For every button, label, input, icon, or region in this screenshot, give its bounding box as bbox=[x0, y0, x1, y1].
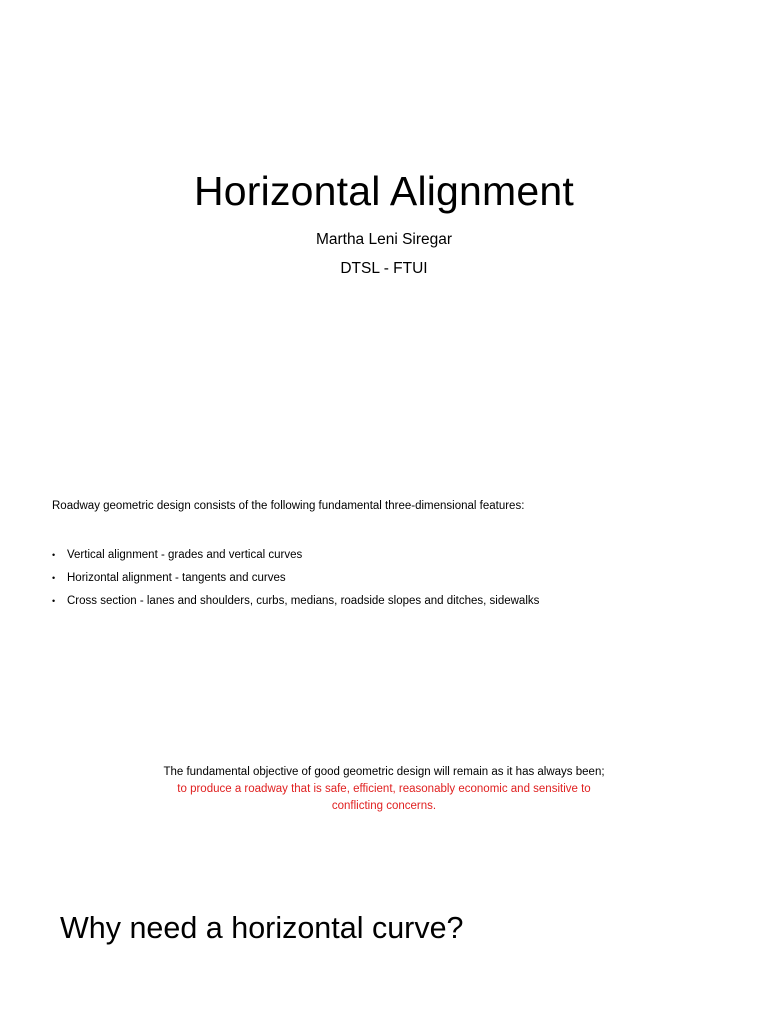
features-intro: Roadway geometric design consists of the following fundamental three-dimensional features: bbox=[52, 500, 525, 512]
list-item bbox=[52, 567, 539, 590]
bullet-icon: • bbox=[52, 550, 56, 560]
list-item bbox=[52, 544, 539, 567]
features-slide bbox=[0, 432, 768, 732]
list-item-text: Vertical alignment - grades and vertical curves bbox=[67, 549, 303, 561]
objective-slide bbox=[0, 732, 768, 882]
list-item-text: Horizontal alignment - tangents and curves bbox=[67, 572, 286, 584]
list-item-text: Cross section - lanes and shoulders, curbs, medians, roadside slopes and ditches, sidewalks bbox=[67, 595, 540, 607]
feature-list bbox=[52, 544, 539, 613]
objective-highlight: conflicting concerns. bbox=[331, 800, 437, 812]
objective-statement bbox=[0, 764, 768, 815]
question-slide bbox=[0, 882, 768, 1024]
objective-highlight: to produce a roadway that is safe, efficient, reasonably economic and sensitive to bbox=[177, 783, 591, 795]
affiliation: DTSL - FTUI bbox=[340, 260, 428, 277]
bullet-icon: • bbox=[52, 573, 56, 583]
author-name: Martha Leni Siregar bbox=[315, 231, 453, 248]
presentation-title: Horizontal Alignment bbox=[193, 168, 575, 214]
list-item bbox=[52, 590, 539, 613]
objective-line: The fundamental objective of good geometric design will remain as it has always been; bbox=[163, 766, 605, 778]
question-heading: Why need a horizontal curve? bbox=[60, 911, 464, 945]
bullet-icon: • bbox=[52, 596, 56, 606]
title-slide bbox=[0, 0, 768, 432]
